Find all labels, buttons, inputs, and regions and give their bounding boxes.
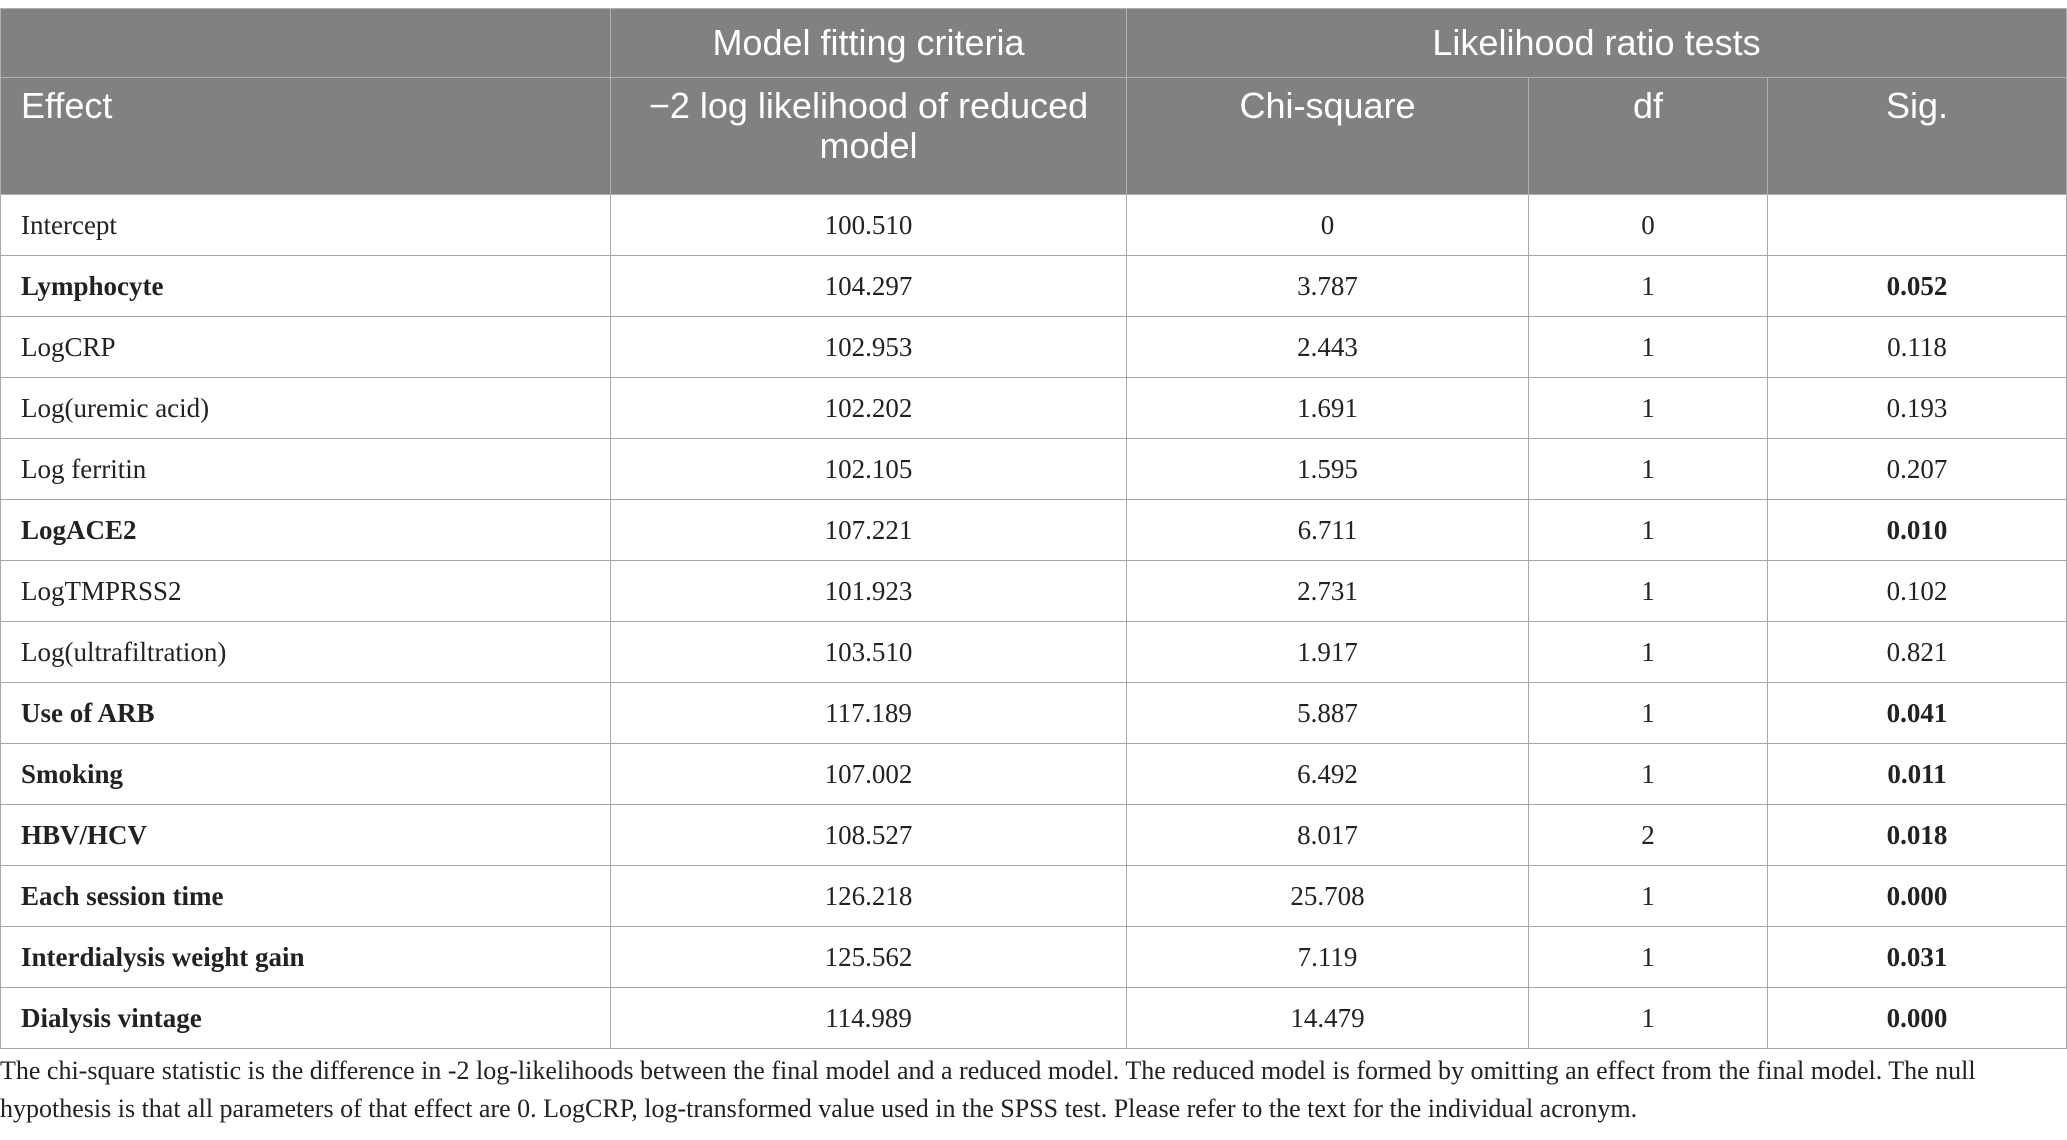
neg2ll-cell: 101.923 (611, 561, 1127, 622)
table-row (1, 500, 2067, 561)
neg2ll-cell: 108.527 (611, 805, 1127, 866)
chisquare-cell: 2.443 (1127, 317, 1529, 378)
column-header-chisquare: Chi-square (1127, 78, 1529, 195)
table-row (1, 561, 2067, 622)
effect-cell: LogTMPRSS2 (1, 561, 611, 622)
neg2ll-cell: 102.202 (611, 378, 1127, 439)
df-cell: 0 (1529, 195, 1768, 256)
table-row (1, 683, 2067, 744)
chisquare-cell: 8.017 (1127, 805, 1529, 866)
likelihood-ratio-table (0, 8, 2067, 1049)
sig-cell: 0.041 (1768, 683, 2067, 744)
effect-cell: Use of ARB (1, 683, 611, 744)
column-header-effect: Effect (1, 78, 611, 195)
df-cell: 1 (1529, 683, 1768, 744)
sig-cell: 0.031 (1768, 927, 2067, 988)
df-cell: 1 (1529, 439, 1768, 500)
neg2ll-cell: 125.562 (611, 927, 1127, 988)
column-header-neg2ll: −2 log likelihood of reduced model (611, 78, 1127, 195)
sig-cell: 0.000 (1768, 988, 2067, 1049)
neg2ll-cell: 102.105 (611, 439, 1127, 500)
group-header-model-fitting: Model fitting criteria (611, 9, 1127, 78)
sig-cell: 0.118 (1768, 317, 2067, 378)
effect-cell: Each session time (1, 866, 611, 927)
neg2ll-cell: 103.510 (611, 622, 1127, 683)
table-row (1, 927, 2067, 988)
effect-cell: Smoking (1, 744, 611, 805)
header-blank-cell (1, 9, 611, 78)
results-table-container (0, 8, 2066, 1049)
column-header-df: df (1529, 78, 1768, 195)
sig-cell: 0.052 (1768, 256, 2067, 317)
column-header-sig: Sig. (1768, 78, 2067, 195)
effect-cell: Log(ultrafiltration) (1, 622, 611, 683)
table-row (1, 195, 2067, 256)
neg2ll-cell: 102.953 (611, 317, 1127, 378)
df-cell: 1 (1529, 500, 1768, 561)
sig-cell: 0.010 (1768, 500, 2067, 561)
df-cell: 1 (1529, 866, 1768, 927)
table-footnote: The chi-square statistic is the difference in -2 log-likelihoods between the final model and a reduced model. The reduced model is formed by omitting an effect from the final model. The null hypothesis is that all parameters of that effect are 0. LogCRP, log-transformed value used in the SPSS test. Please refer to the text for the individual acronym. (0, 1056, 1976, 1123)
neg2ll-cell: 104.297 (611, 256, 1127, 317)
table-row (1, 866, 2067, 927)
chisquare-cell: 5.887 (1127, 683, 1529, 744)
effect-cell: LogCRP (1, 317, 611, 378)
sig-cell: 0.000 (1768, 866, 2067, 927)
neg2ll-cell: 107.221 (611, 500, 1127, 561)
df-cell: 1 (1529, 256, 1768, 317)
df-cell: 2 (1529, 805, 1768, 866)
column-header-row (1, 78, 2067, 195)
group-header-likelihood-ratio: Likelihood ratio tests (1127, 9, 2067, 78)
chisquare-cell: 7.119 (1127, 927, 1529, 988)
chisquare-cell: 25.708 (1127, 866, 1529, 927)
table-row (1, 622, 2067, 683)
effect-cell: Lymphocyte (1, 256, 611, 317)
table-row (1, 256, 2067, 317)
chisquare-cell: 1.595 (1127, 439, 1529, 500)
effect-cell: Interdialysis weight gain (1, 927, 611, 988)
sig-cell (1768, 195, 2067, 256)
df-cell: 1 (1529, 378, 1768, 439)
chisquare-cell: 0 (1127, 195, 1529, 256)
sig-cell: 0.102 (1768, 561, 2067, 622)
chisquare-cell: 2.731 (1127, 561, 1529, 622)
effect-cell: Log(uremic acid) (1, 378, 611, 439)
neg2ll-cell: 107.002 (611, 744, 1127, 805)
chisquare-cell: 3.787 (1127, 256, 1529, 317)
effect-cell: Log ferritin (1, 439, 611, 500)
effect-cell: LogACE2 (1, 500, 611, 561)
neg2ll-cell: 117.189 (611, 683, 1127, 744)
df-cell: 1 (1529, 317, 1768, 378)
chisquare-cell: 6.492 (1127, 744, 1529, 805)
df-cell: 1 (1529, 927, 1768, 988)
table-row (1, 988, 2067, 1049)
group-header-row (1, 9, 2067, 78)
effect-cell: HBV/HCV (1, 805, 611, 866)
effect-cell: Dialysis vintage (1, 988, 611, 1049)
table-row (1, 378, 2067, 439)
table-row (1, 439, 2067, 500)
sig-cell: 0.821 (1768, 622, 2067, 683)
sig-cell: 0.207 (1768, 439, 2067, 500)
chisquare-cell: 6.711 (1127, 500, 1529, 561)
sig-cell: 0.018 (1768, 805, 2067, 866)
chisquare-cell: 14.479 (1127, 988, 1529, 1049)
sig-cell: 0.193 (1768, 378, 2067, 439)
table-row (1, 805, 2067, 866)
neg2ll-cell: 100.510 (611, 195, 1127, 256)
chisquare-cell: 1.917 (1127, 622, 1529, 683)
table-row (1, 744, 2067, 805)
neg2ll-cell: 114.989 (611, 988, 1127, 1049)
effect-cell: Intercept (1, 195, 611, 256)
neg2ll-cell: 126.218 (611, 866, 1127, 927)
df-cell: 1 (1529, 988, 1768, 1049)
df-cell: 1 (1529, 622, 1768, 683)
chisquare-cell: 1.691 (1127, 378, 1529, 439)
table-body (1, 195, 2067, 1049)
table-row (1, 317, 2067, 378)
sig-cell: 0.011 (1768, 744, 2067, 805)
df-cell: 1 (1529, 744, 1768, 805)
df-cell: 1 (1529, 561, 1768, 622)
